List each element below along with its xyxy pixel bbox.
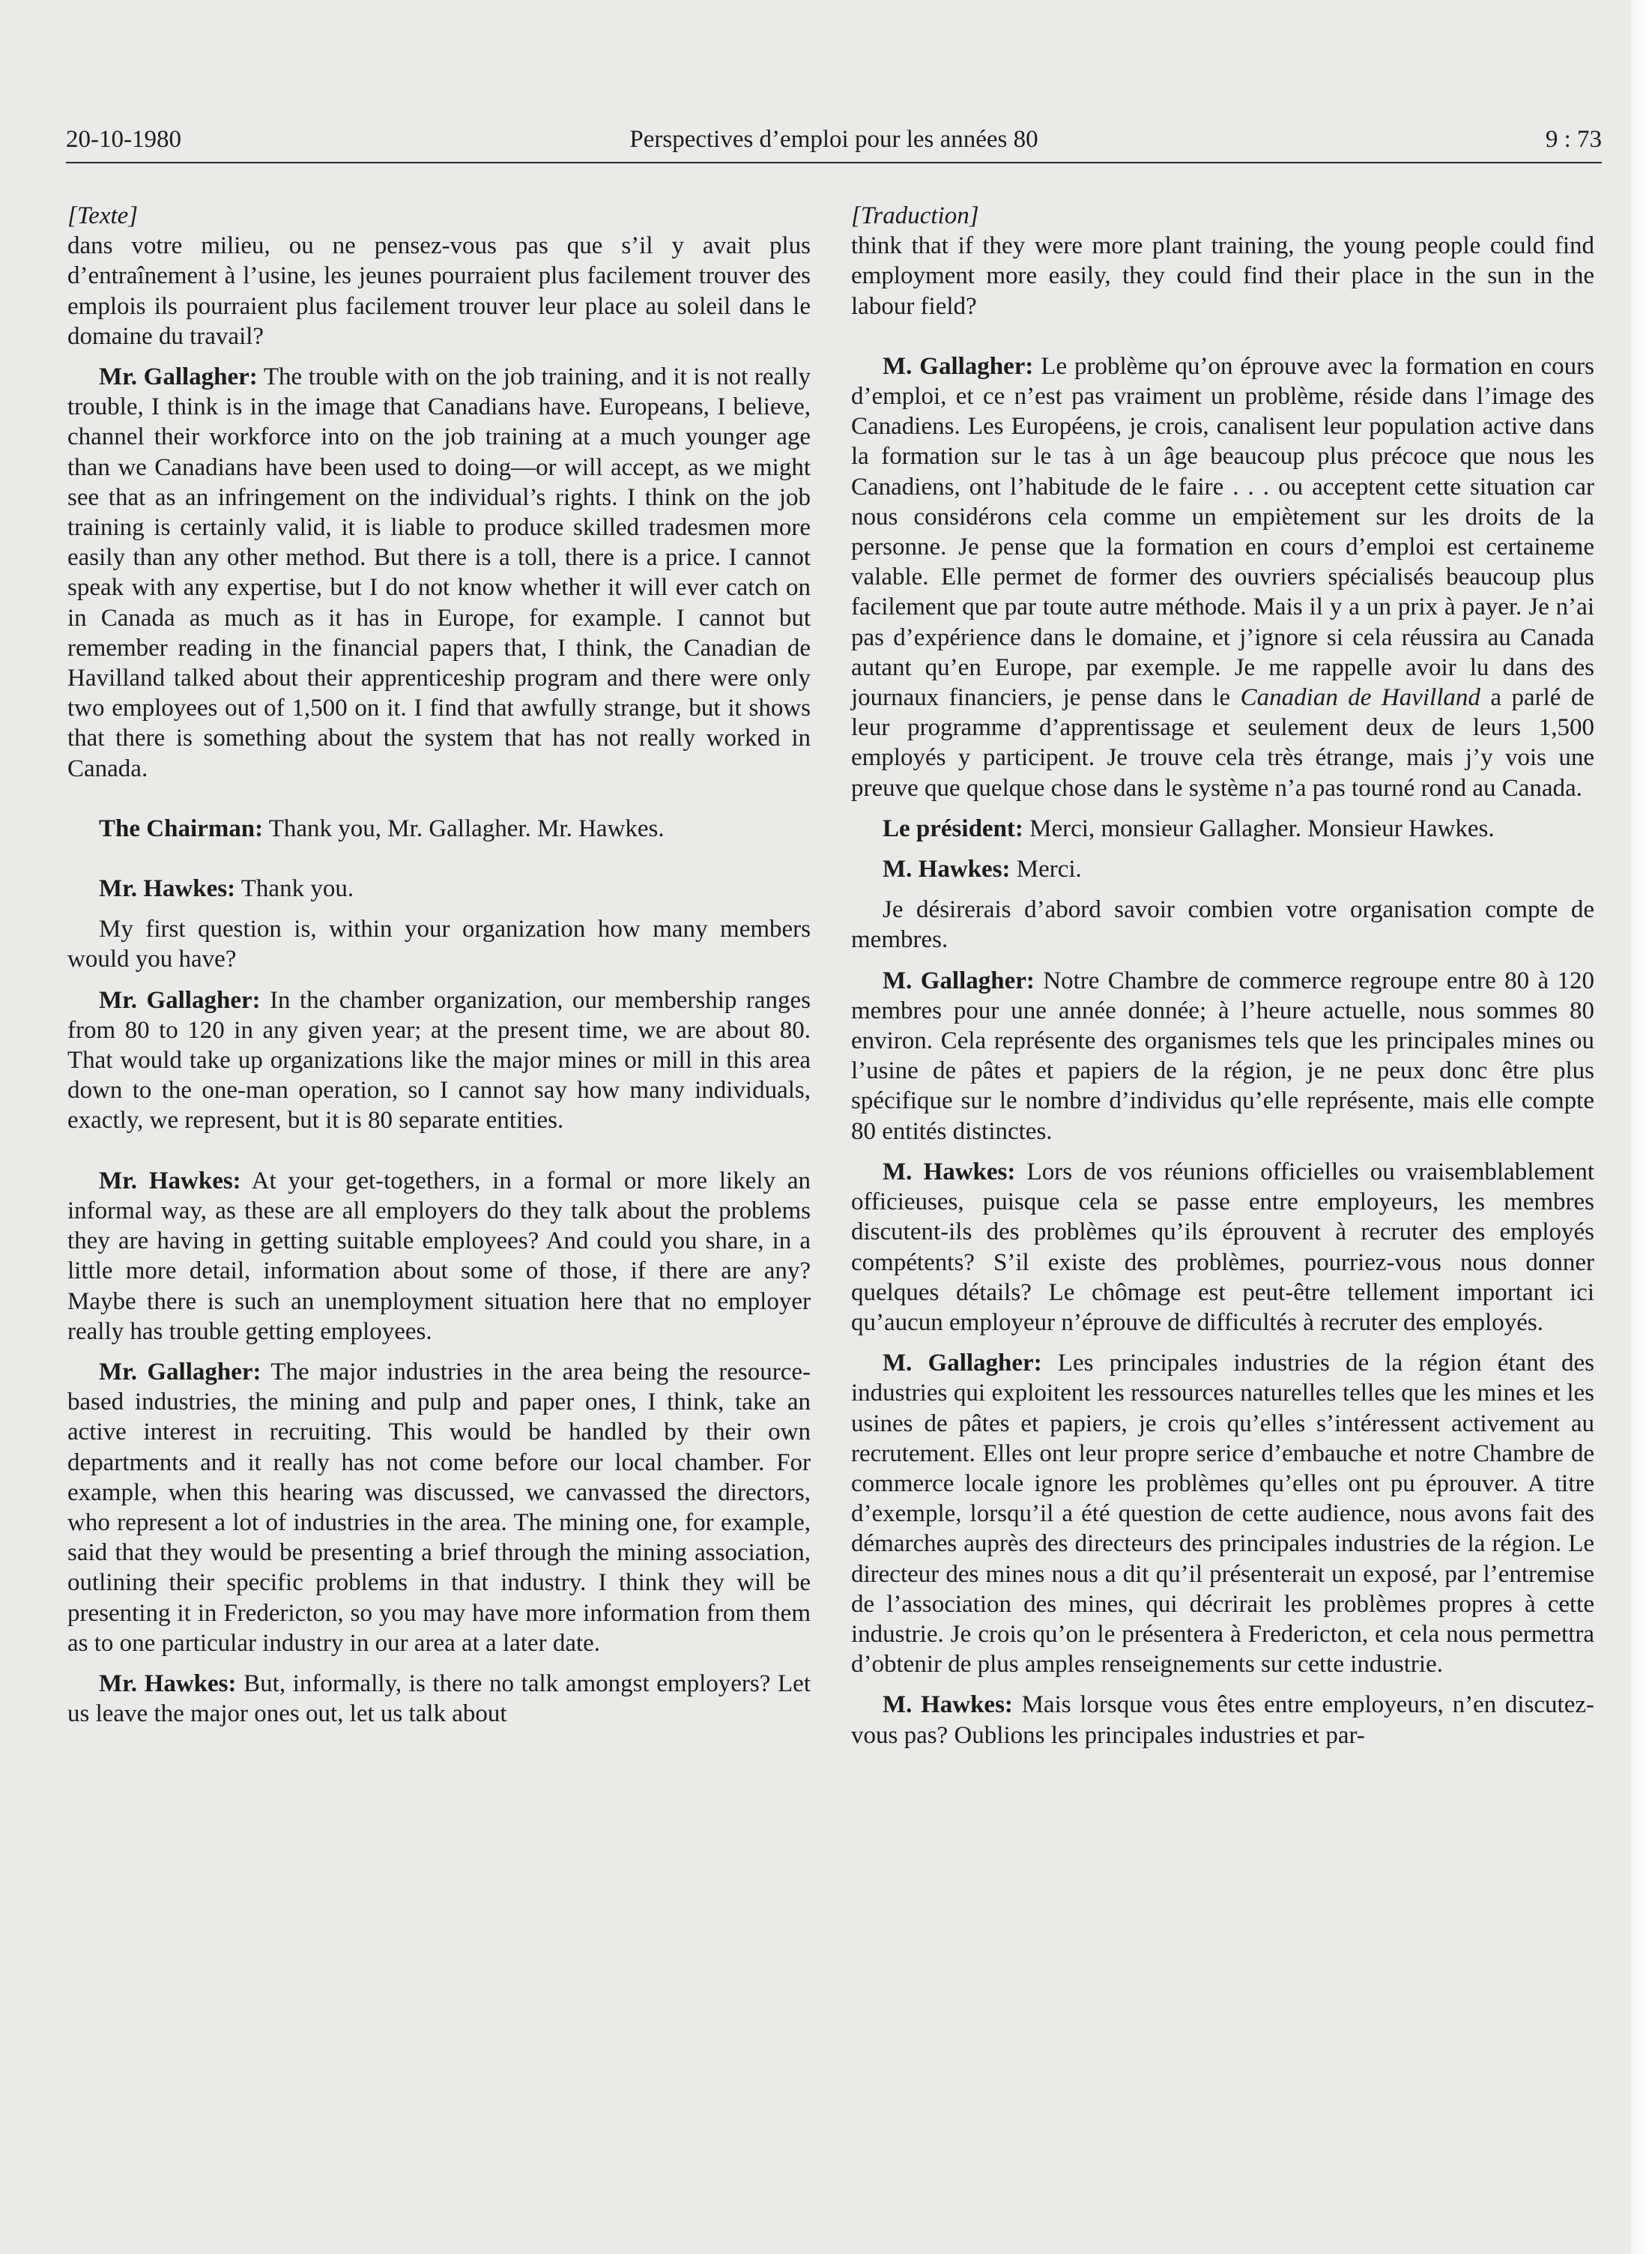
paragraph-text: Lors de vos réunions officielles ou vraisemblablement officieuses, puisque cela se passe entre employeurs, les membres discutent-ils des problèmes qu’ils éprouvent à recruter des employés compétents? S’il existe des problèmes, pourriez-vous nous donner quelques détails? Le chômage est peut-être tellement important ici qu’aucun employeur n’éprouve de difficultés à recruter des employés. [851,1158,1595,1336]
paragraph [851,966,1594,1146]
paragraph-text: But, informally, is there no talk amongst employers? Let us leave the major ones out, let us talk about [67,1670,811,1728]
paragraph [67,231,811,351]
speaker-name: Mr. Hawkes: [99,875,236,903]
speaker-name: M. Hawkes: [883,1691,1013,1719]
paragraph-text: Mais lorsque vous êtes entre employeurs, n’en discutez-vous pas? Oublions les principales industries et par- [851,1691,1594,1749]
paragraph [851,1348,1594,1679]
paragraph-text: In the chamber organization, our membership ranges from 80 to 120 in any given year; at the present time, we are about 80. That would take up organizations like the major mines or mill in this area down to the one-man operation, so I cannot say how many individuals, exactly, we represent, but it is 80 separate entities. [67,986,811,1134]
speaker-name: Mr. Hawkes: [99,1167,241,1194]
speaker-name: Mr. Gallagher: [99,986,261,1014]
paragraph-text: Je désirerais d’abord savoir combien votre organisation compte de membres. [851,896,1594,954]
paragraph [851,1157,1594,1338]
paragraph [67,1669,811,1729]
paragraph [67,914,811,974]
header-rule [66,162,1602,163]
paragraph [851,895,1594,955]
paragraph [851,1690,1594,1750]
paragraph [67,1357,811,1658]
speaker-name: M. Hawkes: [883,856,1011,883]
speaker-name: Mr. Gallagher: [99,363,258,391]
paragraph [851,351,1594,803]
paragraph-text: Merci. [1016,856,1082,883]
paragraph [851,231,1594,321]
paragraph-text: Le problème qu’on éprouve avec la formation en cours d’emploi, et ce n’est pas vraiment un problème, réside dans l’image des Canadiens. Les Européens, je crois, canalisent leur population active dans la formation sur le tas à un âge beaucoup plus précoce que nous les Canadiens, ont l’habitude de le faire . . . ou acceptent cette situation car nous considérons cela comme un empiètement sur les droits de la personne. Je pense que la formation en cours d’emploi est certaineme valable. Elle permet de former des ouvriers spécialisés beaucoup plus facilement que par toute autre méthode. Mais il y a un prix à payer. Je n’ai pas d’expérience dans le domaine, et j’ignore si cela réussira au Canada autant qu’en Europe, par exemple. Je me rappelle avoir lu dans des journaux financiers, je pense dans le [851,352,1594,712]
paragraph-text: The major industries in the area being the resource-based industries, the mining and pulp and paper ones, I think, take an active interest in recruiting. This would be handled by their own departments and it really has not come before our local chamber. For example, when this hearing was discussed, we canvassed the directors, who represent a lot of industries in the area. The mining one, for example, said that they would be presenting a brief through the mining association, outlining their specific problems in that industry. I think they will be presenting it in Fredericton, so you may have more information from them as to one particular industry in our area at a later date. [67,1358,811,1657]
paragraph-text: My first question is, within your organization how many members would you have? [67,916,811,973]
paragraph [67,1166,811,1347]
header-date: 20-10-1980 [66,126,181,153]
page-edge [1631,0,1652,2254]
speaker-name: M. Gallagher: [883,967,1035,994]
paragraph-text-continued: a parlé de leur programme d’apprentissage et seulement deux de leurs 1,500 employés y participent. Je trouve cela très étrange, mais j’y vois une preuve que quelque chose dans le système n’a pas tourné rond au Canada. [851,684,1595,802]
paragraph-text: Les principales industries de la région étant des industries qui exploitent les ressources naturelles telles que les mines et les usines de pâtes et papiers, je crois qu’elles s’intéressent activement au recrutement. Elles ont leur propre serice d’embauche et notre Chambre de commerce locale ignore les problèmes qu’elles ont pu éprouver. A titre d’exemple, lorsqu’il a été question de cette audience, nous avons fait des démarches auprès des directeurs des principales industries de la région. Le directeur des mines nous a dit qu’il présenterait un exposé, par l’entremise de l’association des mines, qui décrirait les problèmes propres à cette industrie. Je crois qu’on le présentera à Fredericton, et cela nous permettra d’obtenir de plus amples renseignements sur cette industrie. [851,1350,1595,1679]
left-column [67,201,811,1739]
paragraph-text: Thank you. [240,875,354,903]
paragraph-text: dans votre milieu, ou ne pensez-vous pas que s’il y avait plus d’entraînement à l’usine, les jeunes pourraient plus facilement trouver des emplois ils pourraient plus facilement trouver leur place au soleil dans le domaine du travail? [67,232,811,350]
paragraph-text: At your get-togethers, in a formal or more likely an informal way, as these are all employers do they talk about the problems they are having in getting suitable employees? And could you share, in a little more detail, information about some of those, if there are any? Maybe there is such an unemployment situation here that no employer really has trouble getting employees. [67,1167,811,1345]
speaker-name: Le président: [883,815,1023,842]
speaker-name: Mr. Hawkes: [99,1670,237,1697]
section-label-traduction: [Traduction] [851,202,979,229]
paragraph-text: Thank you, Mr. Gallagher. Mr. Hawkes. [268,815,665,842]
paragraph [67,985,811,1136]
speaker-name: M. Hawkes: [883,1158,1016,1185]
paragraph [67,814,811,844]
speaker-name: M. Gallagher: [883,352,1034,380]
section-label-texte: [Texte] [67,202,139,229]
paragraph-text: The trouble with on the job training, and it is not really trouble, I think is in the image that Canadians have. Europeans, I believe, channel their workforce into on the job training at a much younger age than we Canadians have been used to doing—or will accept, as we might see that as an infringement on the individual’s rights. I think on the job training is certainly valid, it is liable to produce skilled tradesmen more easily than any other method. But there is a toll, there is a price. I cannot speak with any expertise, but I do not know whether it will ever catch on in Canada as much as it has in Europe, for example. I cannot but remember reading in the financial papers that, I think, the Canadian de Havilland talked about their apprenticeship program and there were only two employees out of 1,500 on it. I find that awfully strange, but it shows that there is something about the system that has not really worked in Canada. [67,363,811,782]
page-header [66,126,1602,163]
right-column [851,201,1594,1761]
italic-title: Canadian de Havilland [1240,684,1480,712]
speaker-name: M. Gallagher: [883,1350,1042,1377]
paragraph-text: Merci, monsieur Gallagher. Monsieur Hawkes. [1029,815,1495,842]
speaker-name: The Chairman: [99,815,264,842]
paragraph [851,854,1594,884]
speaker-name: Mr. Gallagher: [99,1358,261,1386]
header-page-number: 9 : 73 [1545,126,1602,153]
paragraph [67,874,811,904]
paragraph [851,814,1594,844]
paragraph-text: think that if they were more plant training, the young people could find employment more easily, they could find their place in the sun in the labour field? [851,232,1594,320]
paragraph-text: Notre Chambre de commerce regroupe entre 80 à 120 membres pour une année donnée; à l’heure actuelle, nous sommes 80 environ. Cela représente des organismes tels que les principales mines ou l’usine de pâtes et papiers de la région, je ne peux donc être plus spécifique sur le nombre d’individus qu’elle représente, mais elle compte 80 entités distinctes. [851,967,1595,1145]
header-title: Perspectives d’emploi pour les années 80 [629,126,1038,153]
paragraph [67,362,811,784]
